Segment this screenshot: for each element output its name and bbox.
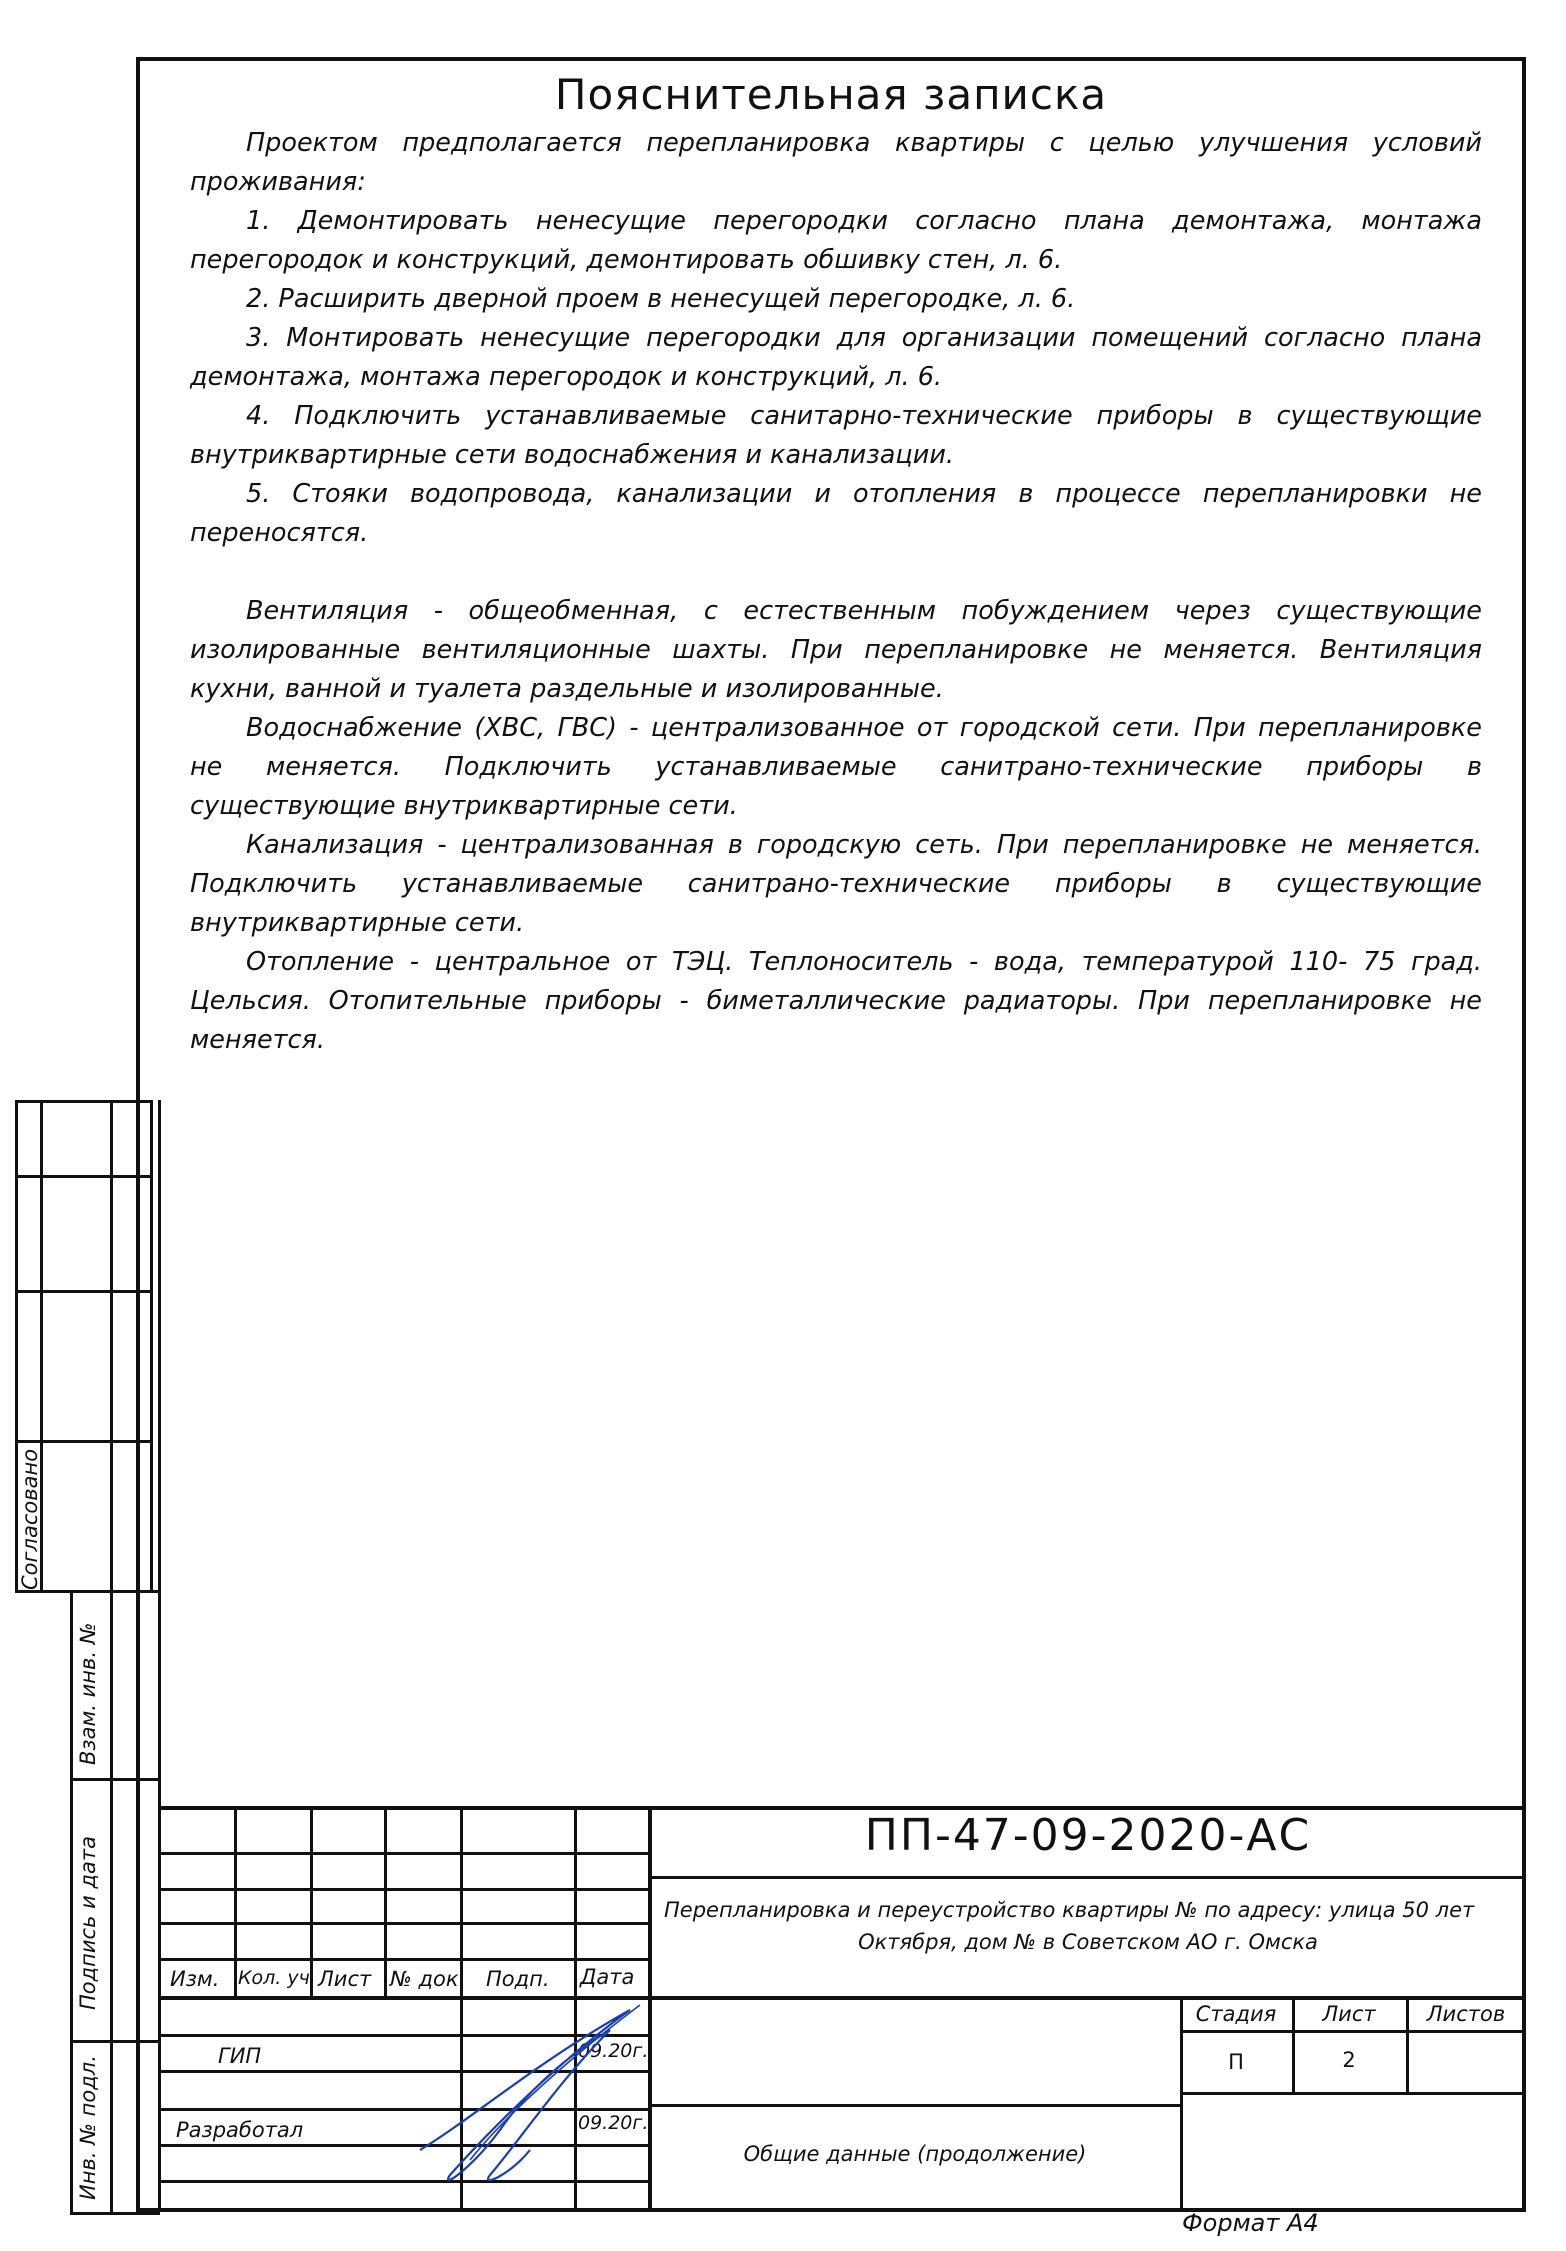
paragraph: Водоснабжение (ХВС, ГВС) - централизованное от городской сети. При перепланировке не меняется. Подключить устанавливаемые санитрано-технические приборы в существующие внутриквартирные сети. — [190, 713, 1482, 821]
format-label: Формат А4 — [1182, 2209, 1319, 2237]
header-list: Лист — [318, 1967, 372, 1991]
header-podp: Подп. — [486, 1967, 550, 1991]
paragraph: 5. Стояки водопровода, канализации и отопления в процессе перепланировки не переносятся. — [190, 479, 1482, 548]
header-izm: Изм. — [170, 1967, 220, 1991]
paragraph: 1. Демонтировать ненесущие перегородки согласно плана демонтажа, монтажа перегородок и конструкций, демонтировать обшивку стен, л. 6. — [190, 206, 1482, 275]
role-gip: ГИП — [218, 2044, 262, 2068]
stage-value: П — [1228, 2050, 1244, 2074]
agreed-label: Согласовано — [18, 1448, 42, 1590]
header-n-dok: № док. — [390, 1967, 466, 1991]
project-name-line2: Октября, дом № в Советском АО г. Омска — [858, 1930, 1318, 1954]
paragraph: 3. Монтировать ненесущие перегородки для организации помещений согласно плана демонтажа, монтажа перегородок и конструкций, л. 6. — [190, 323, 1482, 392]
document-title: Пояснительная записка — [554, 70, 1108, 119]
paragraph: Канализация - централизованная в городскую сеть. При перепланировке не меняется. Подключить устанавливаемые санитрано-технические приборы в существующие внутриквартирные сети. — [190, 830, 1482, 938]
stage-header: Стадия — [1195, 2002, 1277, 2026]
sheet-title: Общие данные (продолжение) — [743, 2142, 1087, 2166]
paragraph: 4. Подключить устанавливаемые санитарно-технические приборы в существующие внутриквартирные сети водоснабжения и канализации. — [190, 401, 1482, 470]
paragraph: Вентиляция - общеобменная, с естественным побуждением через существующие изолированные вентиляционные шахты. При перепланировке не меняется. Вентиляция кухни, ванной и туалета раздельные и изолированные. — [190, 596, 1482, 704]
date-gip: 09.20г. — [578, 2040, 649, 2062]
role-developer: Разработал — [176, 2118, 304, 2142]
project-name-line1: Перепланировка и переустройство квартиры № по адресу: улица 50 лет — [664, 1898, 1475, 1922]
explanatory-text — [190, 124, 1482, 1060]
header-data: Дата — [580, 1965, 635, 1989]
signature — [410, 2000, 650, 2200]
sheet-header: Лист — [1322, 2002, 1376, 2026]
inv-orig-label: Инв. № подл. — [76, 2055, 100, 2200]
date-developer: 09.20г. — [578, 2112, 649, 2134]
header-kol-uch: Кол. уч. — [238, 1967, 316, 1989]
document-code: ПП-47-09-2020-АС — [864, 1810, 1312, 1861]
paragraph: Проектом предполагается перепланировка квартиры с целью улучшения условий проживания: — [190, 128, 1482, 197]
paragraph: Отопление - центральное от ТЭЦ. Теплоноситель - вода, температурой 110- 75 град. Цельсия. Отопительные приборы - биметаллические радиаторы. При перепланировке не меняется. — [190, 947, 1482, 1055]
sign-date-label: Подпись и дата — [76, 1836, 100, 2010]
inv-replace-label: Взам. инв. № — [76, 1622, 100, 1765]
sheet-value: 2 — [1342, 2048, 1356, 2072]
paragraph: 2. Расширить дверной проем в ненесущей перегородке, л. 6. — [246, 284, 1076, 314]
sheets-header: Листов — [1426, 2002, 1506, 2026]
